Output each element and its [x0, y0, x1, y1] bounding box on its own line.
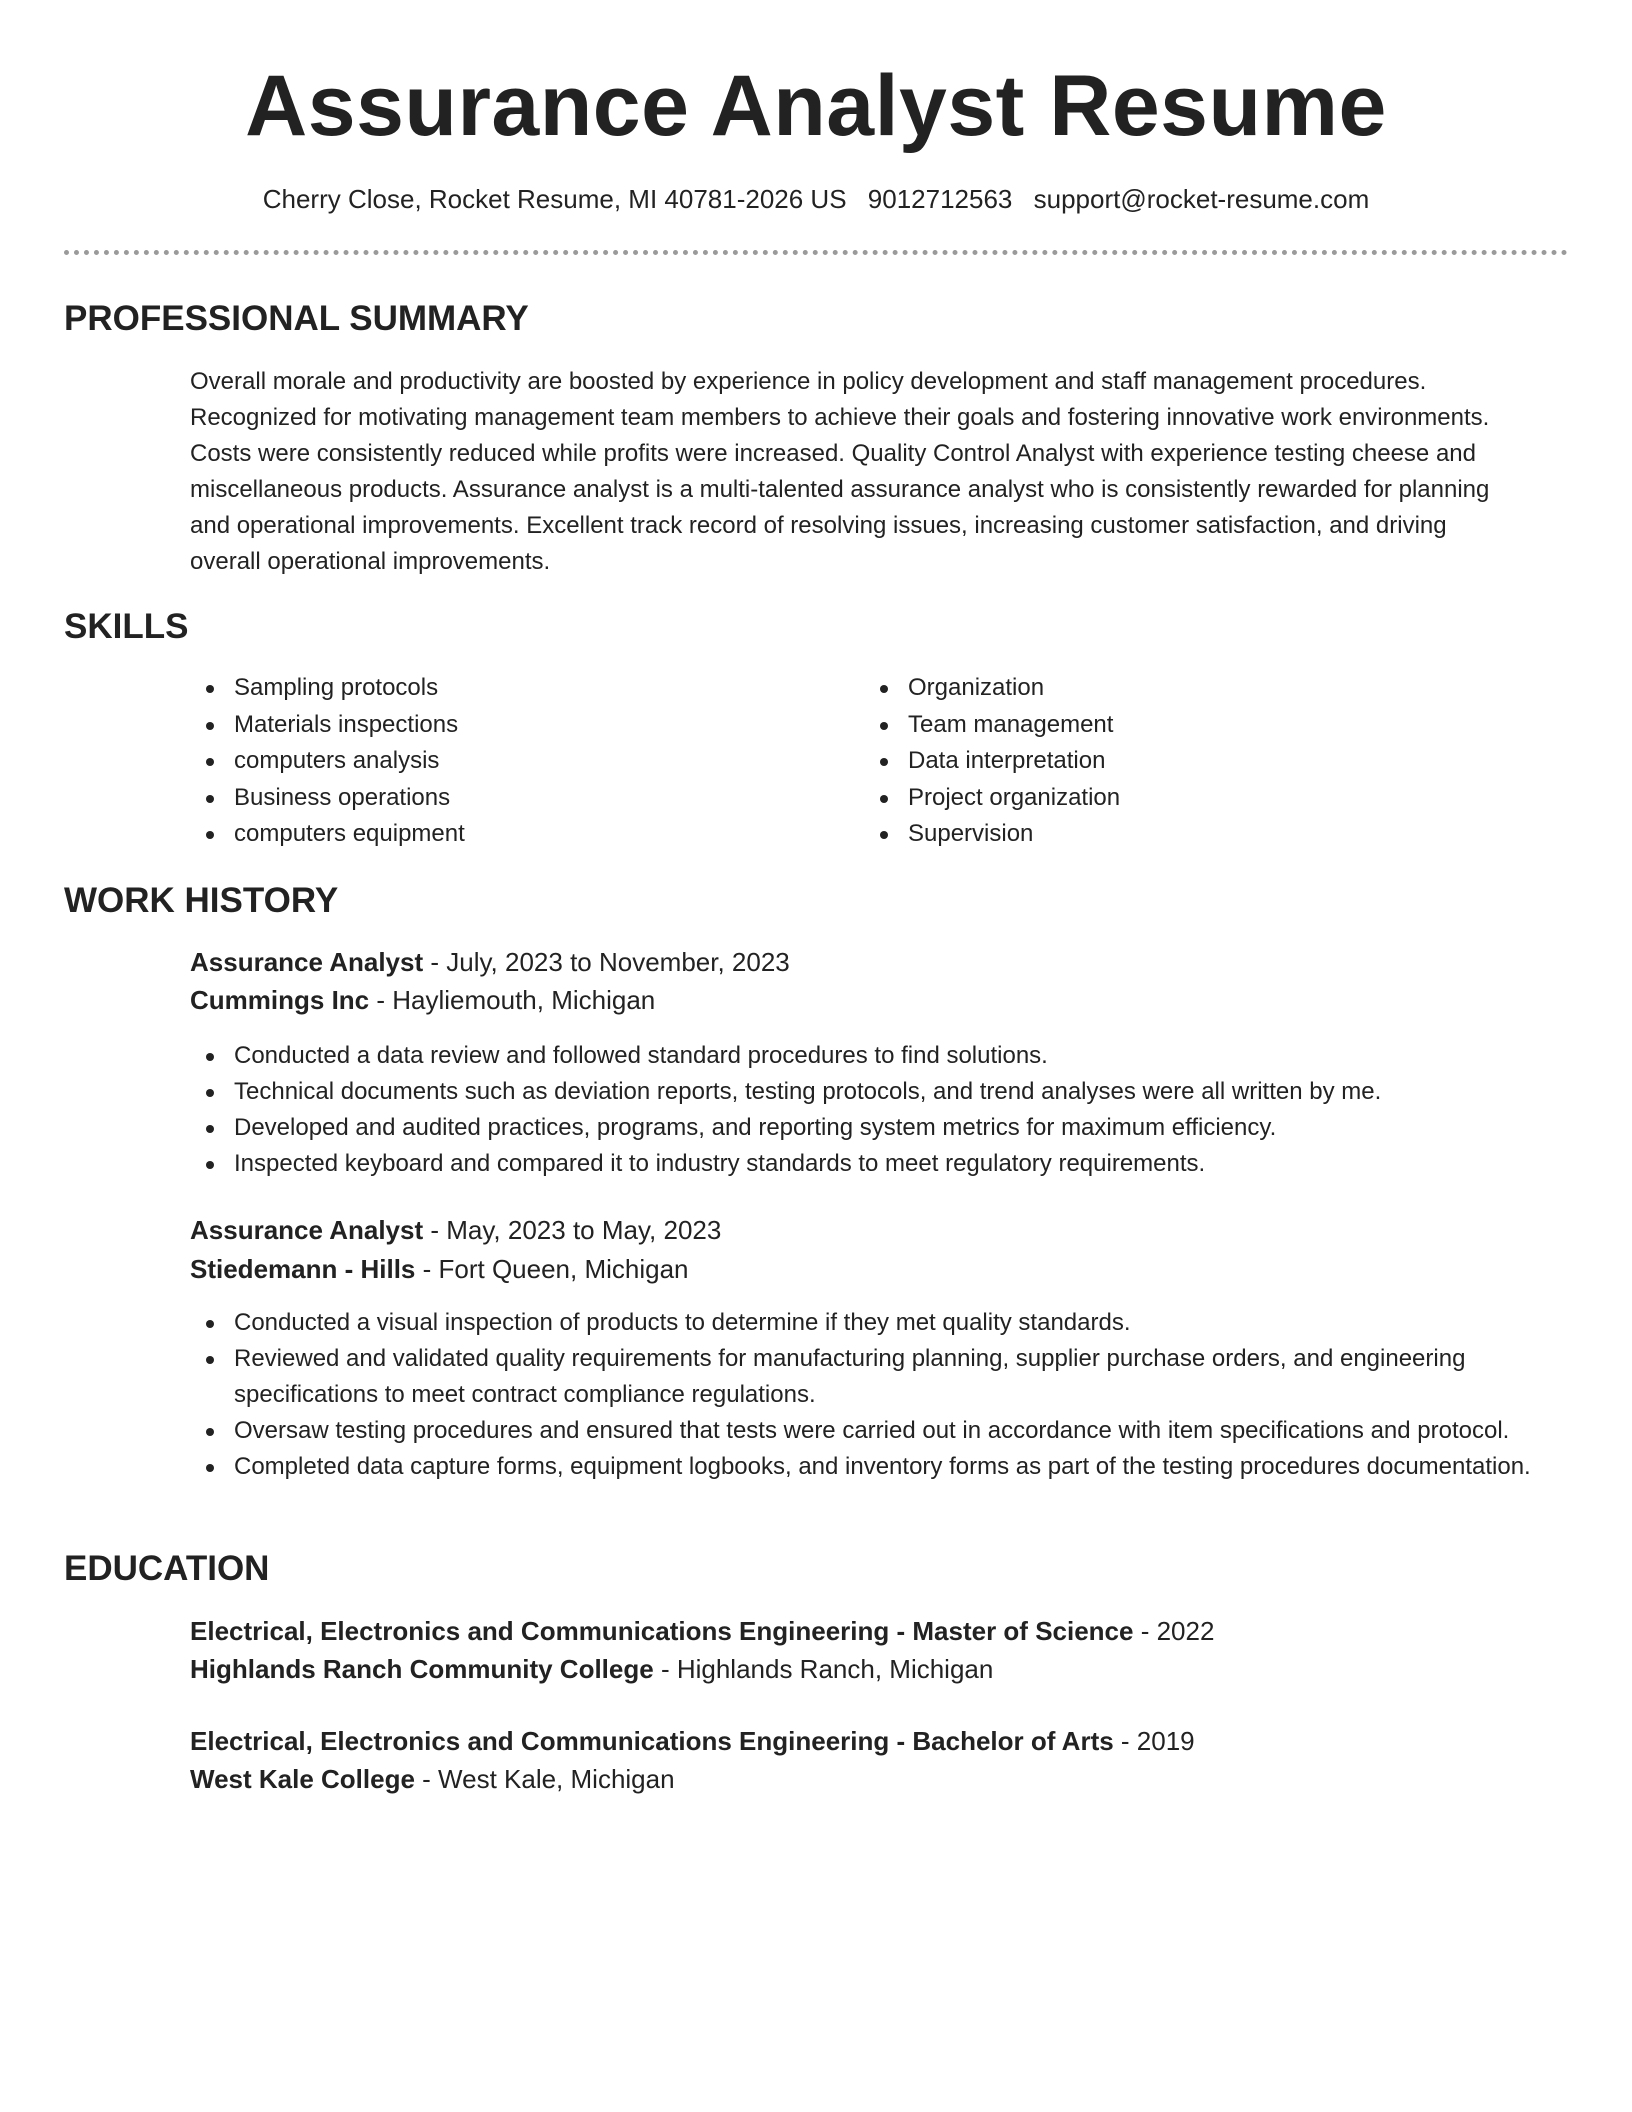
- job-company-line: [190, 981, 655, 1019]
- education-school-line: [190, 1760, 675, 1798]
- education-location: - Highlands Ranch, Michigan: [653, 1654, 994, 1684]
- education-school: West Kale College: [190, 1764, 415, 1794]
- job-title-line: [190, 1211, 721, 1249]
- skills-list-left: [190, 670, 830, 853]
- education-degree: Electrical, Electronics and Communications Engineering - Bachelor of Arts: [190, 1726, 1114, 1756]
- contact-phone: 9012712563: [867, 184, 1013, 214]
- job-bullet: Conducted a data review and followed standard procedures to find solutions.: [190, 1038, 1580, 1074]
- job-title-line: [190, 943, 790, 981]
- job-bullet: Technical documents such as deviation reports, testing protocols, and trend analyses were all written by me.: [190, 1074, 1580, 1110]
- job-company: Cummings Inc: [190, 985, 370, 1015]
- header-divider: [64, 250, 1568, 255]
- section-heading-education: EDUCATION: [64, 1549, 270, 1588]
- summary-line: Costs were consistently reduced while profits were increased. Quality Control Analyst with experience testing cheese and: [190, 440, 1476, 467]
- job-location: - Fort Queen, Michigan: [415, 1254, 689, 1284]
- skill-item: Project organization: [864, 780, 1504, 817]
- education-year: - 2019: [1113, 1726, 1195, 1756]
- education-year: - 2022: [1133, 1616, 1215, 1646]
- summary-line: overall operational improvements.: [190, 548, 551, 575]
- job-title: Assurance Analyst: [190, 947, 424, 977]
- summary-text: [190, 364, 1570, 580]
- job-bullets: [190, 1038, 1580, 1182]
- resume-title: Assurance Analyst Resume: [245, 58, 1387, 154]
- skill-item: Supervision: [864, 816, 1504, 853]
- contact-line: [0, 182, 1632, 216]
- section-heading-skills: SKILLS: [64, 607, 189, 646]
- summary-line: Overall morale and productivity are boosted by experience in policy development and staff management procedures.: [190, 368, 1427, 395]
- summary-line: Recognized for motivating management team members to achieve their goals and fostering innovative work environments.: [190, 404, 1490, 431]
- job-title: Assurance Analyst: [190, 1215, 424, 1245]
- skills-list-right: [864, 670, 1504, 853]
- section-heading-work: WORK HISTORY: [64, 881, 339, 920]
- skill-item: Sampling protocols: [190, 670, 830, 707]
- contact-email: support@rocket-resume.com: [1033, 184, 1370, 214]
- job-bullet: Conducted a visual inspection of products to determine if they met quality standards.: [190, 1305, 1590, 1341]
- skill-item: computers analysis: [190, 743, 830, 780]
- section-heading-summary: PROFESSIONAL SUMMARY: [64, 299, 529, 338]
- education-school-line: [190, 1650, 993, 1688]
- job-location: - Hayliemouth, Michigan: [369, 985, 656, 1015]
- summary-line: and operational improvements. Excellent track record of resolving issues, increasing customer satisfaction, and driving: [190, 512, 1447, 539]
- job-company-line: [190, 1250, 689, 1288]
- skill-item: Team management: [864, 707, 1504, 744]
- job-bullet: Completed data capture forms, equipment logbooks, and inventory forms as part of the testing procedures documentation.: [190, 1449, 1590, 1485]
- job-bullet: Reviewed and validated quality requirements for manufacturing planning, supplier purchase orders, and engineering specifications to meet contract compliance regulations.: [190, 1341, 1590, 1413]
- education-school: Highlands Ranch Community College: [190, 1654, 654, 1684]
- job-dates: - July, 2023 to November, 2023: [423, 947, 790, 977]
- education-location: - West Kale, Michigan: [414, 1764, 675, 1794]
- education-degree: Electrical, Electronics and Communications Engineering - Master of Science: [190, 1616, 1134, 1646]
- skill-item: computers equipment: [190, 816, 830, 853]
- contact-address: Cherry Close, Rocket Resume, MI 40781-2026 US: [262, 184, 847, 214]
- skill-item: Data interpretation: [864, 743, 1504, 780]
- job-dates: - May, 2023 to May, 2023: [423, 1215, 722, 1245]
- job-bullets: [190, 1305, 1590, 1485]
- skill-item: Materials inspections: [190, 707, 830, 744]
- job-bullet: Inspected keyboard and compared it to industry standards to meet regulatory requirements.: [190, 1146, 1580, 1182]
- summary-line: miscellaneous products. Assurance analyst is a multi-talented assurance analyst who is consistently rewarded for planning: [190, 476, 1490, 503]
- job-bullet: Oversaw testing procedures and ensured that tests were carried out in accordance with item specifications and protocol.: [190, 1413, 1590, 1449]
- skill-item: Business operations: [190, 780, 830, 817]
- skill-item: Organization: [864, 670, 1504, 707]
- education-degree-line: [190, 1722, 1195, 1760]
- education-degree-line: [190, 1612, 1214, 1650]
- job-company: Stiedemann - Hills: [190, 1254, 416, 1284]
- job-bullet: Developed and audited practices, programs, and reporting system metrics for maximum efficiency.: [190, 1110, 1580, 1146]
